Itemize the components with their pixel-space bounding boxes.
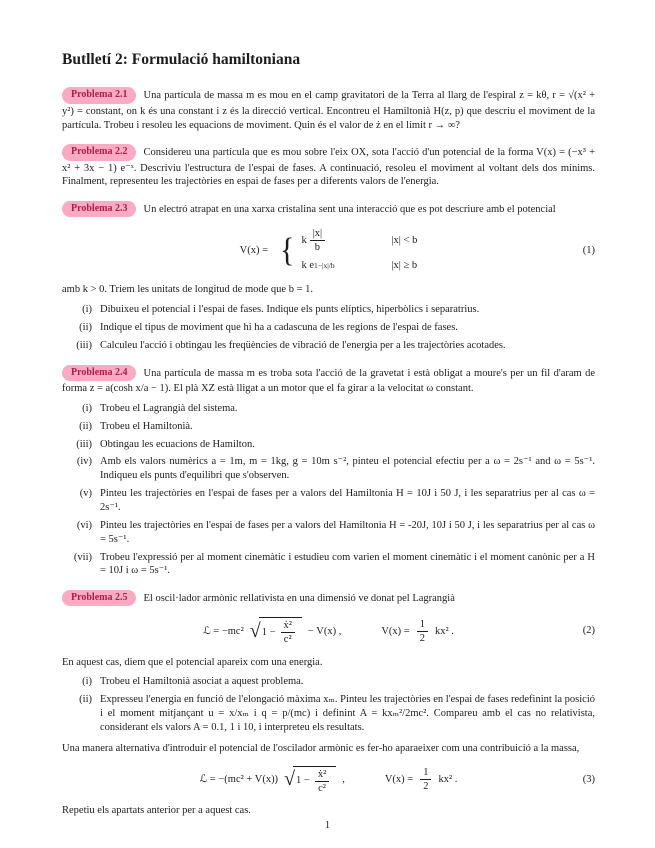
eq3-rhs-tail: kx² . xyxy=(438,773,458,785)
cases-brace: { xyxy=(280,231,295,269)
square-root xyxy=(250,617,302,645)
eq3-rhs-lhs: V(x) = xyxy=(384,773,414,785)
problem-2-5-intro: El oscil·lador armònic rellativista en una dimensió ve donat pel Lagrangià xyxy=(143,593,455,605)
list-item xyxy=(62,339,595,353)
problem-2-5-paragraph xyxy=(62,591,595,607)
item-label: (iv) xyxy=(76,456,92,468)
radicand-lead: 1 − xyxy=(296,775,310,787)
item-label: (vii) xyxy=(73,551,92,563)
item-text: Indique el tipus de moviment que hi ha a cadascuna de les regions de l'espai de fases. xyxy=(100,322,458,334)
eq2-rhs-lhs: V(x) = xyxy=(381,625,410,637)
item-label: (ii) xyxy=(79,420,92,432)
case-1-condition: |x| < b xyxy=(391,235,418,247)
equation-1-body xyxy=(240,228,418,273)
fraction-denominator: c² xyxy=(318,782,326,794)
fraction-numerator: ẋ² xyxy=(315,769,329,782)
list-item xyxy=(62,693,595,735)
square-root xyxy=(284,766,336,794)
case-row-1 xyxy=(301,228,417,253)
item-text: Calculeu l'acció i obtingau les freqüències de vibració de l'energia per a les trajectòries acotades. xyxy=(100,339,506,351)
eq2-mid: − V(x) , xyxy=(307,625,342,637)
problem-2-4-paragraph xyxy=(62,366,595,396)
case-1-coefficient: k xyxy=(301,235,307,247)
eq3-mid: , xyxy=(342,773,345,785)
case-1-expression xyxy=(301,228,367,253)
eq1-lhs: V(x) = xyxy=(239,244,269,256)
problem-2-4-list xyxy=(62,402,595,578)
fraction-denominator: 2 xyxy=(419,632,425,644)
problem-2-2 xyxy=(62,145,595,189)
item-label: (v) xyxy=(79,488,92,500)
radicand xyxy=(293,766,336,794)
problem-2-3-list xyxy=(62,303,595,353)
list-item xyxy=(62,420,595,434)
problem-2-4 xyxy=(62,366,595,579)
problem-2-2-paragraph xyxy=(62,145,595,189)
radicand-fraction xyxy=(315,769,329,794)
problem-2-4-intro: Una partícula de massa m es troba sota l'acció de la gravetat i està obligat a moure's per un fil d'aram de forma z = a(cosh x/a − 1). El plà XZ està lligat a un motor que el fa girar a la velocitat ω constant. xyxy=(62,367,595,394)
problem-2-5-outro: Repetiu els apartats anterior per a aquest cas. xyxy=(62,804,251,816)
page-title: Butlletí 2: Formulació hamiltoniana xyxy=(62,51,301,68)
list-item xyxy=(62,519,595,547)
equation-1-number: (1) xyxy=(582,244,595,256)
item-text: Expresseu l'energia en funció de l'elongació màxima xₘ. Pinteu les trajectòries en l'espai de fases redefinint la posició i el moment mitjançant u = x/xₘ i q = p/(mc) i definint A = kxₘ²/2mc². Compareu amb el cas no relativista, considerant els valors A = 0.1, 1 i 10, i interpreteu els resultats. xyxy=(100,694,595,733)
item-text: Amb els valors numèrics a = 1m, m = 1kg, g = 10m s⁻², pinteu el potencial efectiu per a ω = 2s⁻¹ and ω = 5s⁻¹. Indiqueu els punts d'equilibri que s'observen. xyxy=(100,456,595,482)
list-item xyxy=(62,438,595,452)
equation-3-body xyxy=(200,766,458,794)
item-text: Trobeu el Lagrangià del sistema. xyxy=(100,402,238,414)
radical-sign: √ xyxy=(284,768,296,791)
radicand-lead: 1 − xyxy=(261,627,276,639)
eq2-lhs: ℒ = −mc² xyxy=(203,625,244,637)
case-1-fraction xyxy=(310,228,325,253)
one-half-fraction xyxy=(417,619,428,644)
list-item xyxy=(62,551,595,579)
equation-3-number: (3) xyxy=(582,773,595,785)
item-label: (ii) xyxy=(79,322,92,334)
problem-2-5-alternative: Una manera alternativa d'introduir el potencial de l'oscilador armònic es fer-ho aparaeixer com una contribuició a la massa, xyxy=(62,742,580,754)
radicand-fraction xyxy=(281,620,295,645)
problem-2-1-text: Una partícula de massa m es mou en el camp gravitatori de la Terra al llarg de l'espiral z = kθ, r = √(x² + y²) = constant, on k és una constant i z és la direcció vertical. Encontreu el Hamiltonià H(z, p) que descriu el moviment de la partícula. Trobeu i resoleu les equacions de moviment. Quin és el valor de ż en el límit r → ∞? xyxy=(62,90,595,131)
eq3-lhs: ℒ = −(mc² + V(x)) xyxy=(199,773,279,785)
list-item xyxy=(62,321,595,335)
problem-2-3-intro: Un electró atrapat en una xarxa cristalina sent una interacció que es pot descriure amb el potencial xyxy=(143,204,556,216)
eq2-rhs xyxy=(381,619,454,644)
fraction-denominator: b xyxy=(314,242,321,254)
problem-badge-2-1: Problema 2.1 xyxy=(62,87,136,103)
item-label: (i) xyxy=(82,676,92,688)
item-label: (iii) xyxy=(76,339,92,351)
problem-badge-2-5: Problema 2.5 xyxy=(62,590,136,606)
eq2-rhs-tail: kx² . xyxy=(434,625,454,637)
equation-2-body xyxy=(203,617,454,645)
fraction-denominator: 2 xyxy=(423,781,429,793)
equation-2-number: (2) xyxy=(582,625,595,637)
case-2-condition: |x| ≥ b xyxy=(391,260,418,272)
case-2-expression: k e 1−|x|/b xyxy=(301,260,335,272)
list-item xyxy=(62,402,595,416)
equation-1 xyxy=(62,228,595,273)
item-label: (i) xyxy=(82,402,92,414)
one-half-fraction xyxy=(420,767,431,792)
problem-2-1-paragraph xyxy=(62,88,595,132)
problem-2-3-paragraph xyxy=(62,202,595,218)
item-text: Dibuixeu el potencial i l'espai de fases. Indique els punts elíptics, hiperbòlics i separatrius. xyxy=(100,304,480,316)
list-item xyxy=(62,675,595,689)
case-2-base: k e xyxy=(301,260,314,272)
item-label: (i) xyxy=(82,304,92,316)
list-item xyxy=(62,303,595,317)
equation-2 xyxy=(62,617,595,645)
item-label: (vi) xyxy=(76,519,92,531)
fraction-numerator: ẋ² xyxy=(281,620,295,633)
item-text: Pinteu les trajectòries en l'espai de fases per a valors del Hamiltonia H = -20J, 10J i 50 J, i les separatrius per al cas ω = 5s⁻¹. xyxy=(100,519,595,545)
radical-sign: √ xyxy=(249,620,261,642)
problem-2-5-after: En aquest cas, diem que el potencial apareix com una energia. xyxy=(62,656,323,668)
fraction-numerator: 1 xyxy=(420,767,431,780)
problem-2-5-list xyxy=(62,675,595,734)
fraction-numerator: 1 xyxy=(417,619,428,632)
problem-2-2-text: Considereu una partícula que es mou sobre l'eix OX, sota l'acció d'un potencial de la forma V(x) = (−x³ + x² + 3x − 1) e⁻ˣ. Descriviu l'estructura de l'espai de fases. A continuació, resoleu el moviment al voltant dels dos mínims. Finalment, representeu les trajectòries en espai de fases per a diferents valors de l'energia. xyxy=(62,147,595,188)
radicand xyxy=(259,617,302,645)
list-item xyxy=(62,487,595,515)
item-text: Trobeu el Hamiltonià asociat a aquest problema. xyxy=(100,676,304,688)
problem-2-3 xyxy=(62,202,595,353)
problem-2-3-after: amb k > 0. Triem les unitats de longitud de mode que b = 1. xyxy=(62,284,313,296)
item-label: (iii) xyxy=(76,438,92,450)
case-row-2 xyxy=(301,259,417,273)
item-text: Obtingau les ecuacions de Hamilton. xyxy=(100,438,255,450)
cases-block xyxy=(301,228,417,273)
problem-2-5 xyxy=(62,591,595,817)
item-label: (ii) xyxy=(79,694,92,706)
fraction-numerator: |x| xyxy=(310,228,325,241)
problem-badge-2-2: Problema 2.2 xyxy=(62,144,136,160)
eq3-rhs xyxy=(385,767,458,792)
item-text: Trobeu el Hamiltonià. xyxy=(100,420,193,432)
item-text: Trobeu l'expressió per al moment cinemàtic i estudieu com varien el moment cinemàtic i el moment canònic per a H = 10J i ω = 5s⁻¹. xyxy=(100,551,595,577)
equation-3 xyxy=(62,766,595,794)
list-item xyxy=(62,455,595,483)
problem-2-1 xyxy=(62,88,595,132)
problem-badge-2-4: Problema 2.4 xyxy=(62,365,136,381)
problem-badge-2-3: Problema 2.3 xyxy=(62,201,136,217)
fraction-denominator: c² xyxy=(283,634,292,646)
page-number: 1 xyxy=(324,820,331,832)
item-text: Pinteu les trajectòries en l'espai de fases per a valors del Hamiltonia H = 10J i 50 J, i les separatrius per al cas ω = 2s⁻¹. xyxy=(100,488,595,513)
